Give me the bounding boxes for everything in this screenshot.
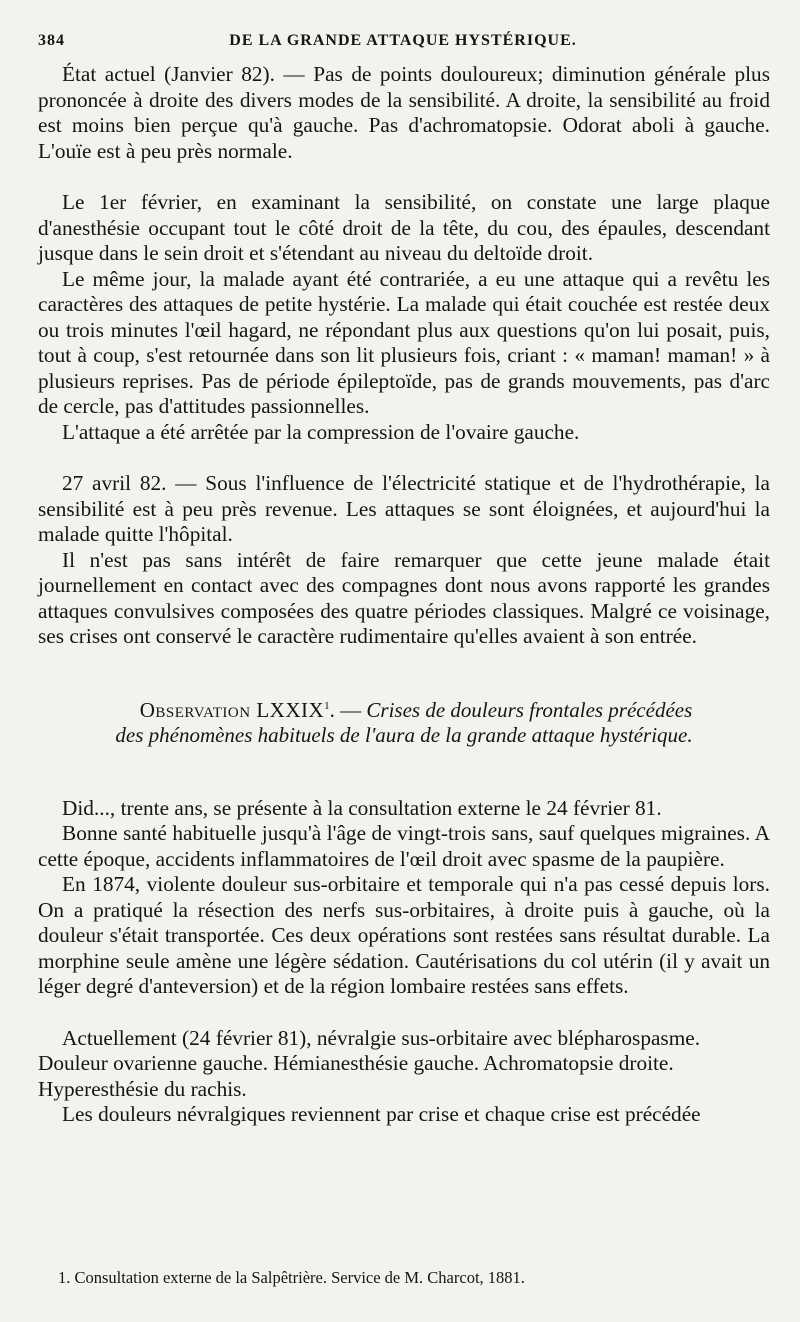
page-body [38, 62, 770, 1128]
paragraph-etat-actuel: État actuel (Janvier 82). — Pas de points douloureux; diminution générale plus prononcée à droite des divers modes de la sensibilité. A droite, la sensibilité au froid est moins bien perçue qu'à gauche. Pas d'achromatopsie. Odorat aboli à gauche. L'ouïe est à peu près normale. [38, 62, 770, 163]
footnote-marker: 1 [324, 699, 330, 712]
paragraph-interet: Il n'est pas sans intérêt de faire remarquer que cette jeune malade était journellement en contact avec des compagnes dont nous avons rapporté les grandes attaques convulsives composées des quatre périodes classiques. Malgré ce voisinage, ses crises ont conservé le caractère rudimentaire qu'elles avaient à son entrée. [38, 547, 770, 648]
paragraph-1874: En 1874, violente douleur sus-orbitaire et temporale qui n'a pas cessé depuis lors. On a pratiqué la résection des nerfs sus-orbitaires, à droite puis à gauche, où la douleur s'était transportée. Ces deux opérations sont restées sans résultat durable. La morphine seule amène une légère sédation. Cautérisations du col utérin (il y avait un léger degré d'anteversion) et de la région lombaire restées sans effets. [38, 872, 770, 998]
observation-title-line-1: Crises de douleurs frontales précédées [366, 697, 693, 722]
actuellement-line-2: Douleur ovarienne gauche. Hémianesthésie gauche. Achromatopsie droite. [38, 1051, 674, 1075]
observation-title-line-2: des phénomènes habituels de l'aura de la grande attaque hystérique. [115, 722, 693, 747]
observation-label: Observation LXXIX [139, 697, 325, 722]
paragraph-bonne-sante: Bonne santé habituelle jusqu'à l'âge de vingt-trois sans, sauf quelques migraines. A cette époque, accidents inflammatoires de l'œil droit avec spasme de la paupière. [38, 821, 770, 871]
paragraph-actuellement [38, 1026, 770, 1103]
running-title: DE LA GRANDE ATTAQUE HYSTÉRIQUE. [229, 32, 577, 49]
paragraph-avril: 27 avril 82. — Sous l'influence de l'électricité statique et de l'hydrothérapie, la sensibilité est à peu près revenue. Les attaques se sont éloignées, et aujourd'hui la malade quitte l'hôpital. [38, 471, 770, 546]
footnote: 1. Consultation externe de la Salpêtrière. Service de M. Charcot, 1881. [58, 1268, 525, 1287]
paragraph-attaque-arretee: L'attaque a été arrêtée par la compression de l'ovaire gauche. [62, 419, 580, 444]
actuellement-line-1: Actuellement (24 février 81), névralgie sus-orbitaire avec blépharospasme. [62, 1025, 701, 1050]
page-number: 384 [38, 32, 65, 49]
running-header [38, 30, 768, 60]
paragraph-did: Did..., trente ans, se présente à la consultation externe le 24 février 81. [62, 795, 662, 820]
observation-dash: . — [329, 697, 367, 722]
paragraph-fevrier: Le 1er février, en examinant la sensibilité, on constate une large plaque d'anesthésie occupant tout le côté droit de la tête, du cou, des épaules, descendant jusque dans le sein droit et s'étendant au niveau du deltoïde droit. [38, 190, 770, 265]
paragraph-meme-jour: Le même jour, la malade ayant été contrariée, a eu une attaque qui a revêtu les caractères des attaques de petite hystérie. La malade qui était couchée est restée deux ou trois minutes l'œil hagard, ne répondant plus aux questions qu'on lui posait, puis, tout à coup, s'est retournée dans son lit plusieurs fois, criant : « maman! maman! » à plusieurs reprises. Pas de période épileptoïde, pas de grands mouvements, pas d'arc de cercle, pas d'attitudes passionnelles. [38, 266, 770, 418]
actuellement-line-3: Hyperesthésie du rachis. [38, 1076, 247, 1101]
observation-heading [38, 698, 770, 748]
paragraph-douleurs-nevralgiques: Les douleurs névralgiques reviennent par crise et chaque crise est précédée [62, 1102, 701, 1126]
